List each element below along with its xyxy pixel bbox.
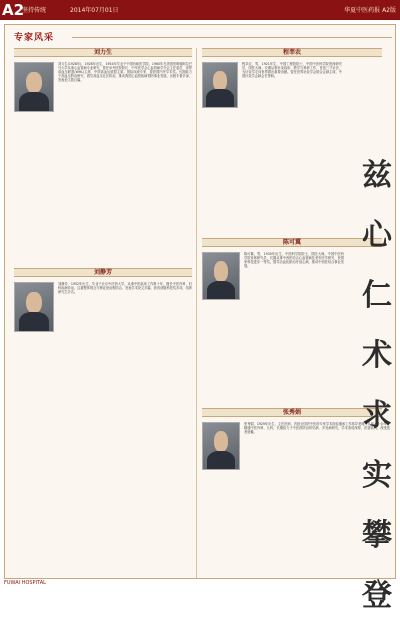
section-banner: [14, 28, 164, 46]
calligraphy-char: 求: [362, 398, 392, 433]
portrait-photo: [202, 422, 240, 470]
profile-text: 程莘农，男，1921年生，中国工程院院士，中国中医科学院资深研究员，国医大师。长期从事针灸临床、教学与科研工作，首创三才针法，为针灸学走向世界做出重要贡献。曾任世界针灸学会联合会副主席，中国针灸学会副会长等职。: [242, 62, 342, 79]
profile-text: 刘力生(1928年)，1928年出生，1954年毕业于中国协和医学院。1960年在美国伯明翰阿拉巴马大学从事心血管病专业研究，曾任阜外医院院长、中华医学会心血管病学分会主任委员、世界高血压联盟(WHL)主席、中国高血压联盟主席。国际权威专家，曾获国内外学术奖。长期致力于高血压防治研究，倡导高血压社区防治，推动我国心血管疾病预防事业发展。出版专著多部，发表论文数百篇。: [58, 62, 192, 83]
profile-title-bar: [14, 48, 192, 57]
issue-date: 2014年07月01日: [70, 7, 119, 14]
banner-label: 专家风采: [14, 33, 55, 43]
profile-name: 程莘农: [282, 49, 301, 56]
profile-text: 刘静芳，1952年出生，毕业于北京中医药大学，从事中医临床工作数十年，擅长中医内科、妇科疾病诊治，注重整体观念与辨证论治相结合。发表学术论文多篇，获省部级科技奖多项，培养研究生多名。: [58, 282, 192, 295]
calligraphy-char: 术: [362, 338, 392, 373]
banner-rule: [72, 37, 392, 38]
calligraphy-char: 登: [362, 578, 392, 613]
page-code: A2: [2, 1, 25, 19]
calligraphy-char: 心: [362, 218, 392, 253]
profile-name: 张秀娟: [282, 409, 301, 416]
calligraphy-char: 实: [362, 458, 392, 493]
portrait-photo: [14, 282, 54, 332]
portrait-photo: [14, 62, 54, 112]
profile-text: 陈可冀，男，1930年出生，中国科学院院士，国医大师。中国中医科学院首席研究员，长期从事中西医结合心血管病及老年医学研究，获国家科技进步一等奖。倡导活血化瘀治疗冠心病，推动中西医结合事业发展。: [244, 252, 344, 269]
calligraphy-column: [360, 150, 394, 630]
profile-title-bar: [14, 268, 192, 277]
section-name: 坚持传统: [22, 7, 47, 14]
calligraphy-char: 攀: [362, 518, 392, 553]
page-header: [0, 0, 400, 20]
calligraphy-char: 仁: [362, 278, 392, 313]
portrait-photo: [202, 252, 240, 300]
profile-name: 刘力生: [93, 49, 112, 56]
calligraphy-char: 兹: [362, 158, 392, 193]
column-divider: [196, 48, 197, 578]
profile-text: 张秀娟，1929年出生，主任医师，首批全国老中医药专家学术经验继承工作指导老师，从医六十余年，精通中医内科、儿科，长期致力于中医药防治常见病、多发病研究，学术造诣深厚，医德高尚，深受患者爱戴。: [244, 422, 390, 435]
publication-name: 华夏中医药报 A2版: [344, 7, 396, 14]
profile-title-bar: [202, 48, 382, 57]
profile-title-bar: [202, 238, 382, 247]
profile-name: 陈可冀: [282, 239, 301, 246]
portrait-photo: [202, 62, 238, 108]
profile-name: 刘静芳: [93, 269, 112, 276]
footer-text: FUWAI HOSPITAL: [4, 580, 46, 586]
profile-title-bar: [202, 408, 382, 417]
